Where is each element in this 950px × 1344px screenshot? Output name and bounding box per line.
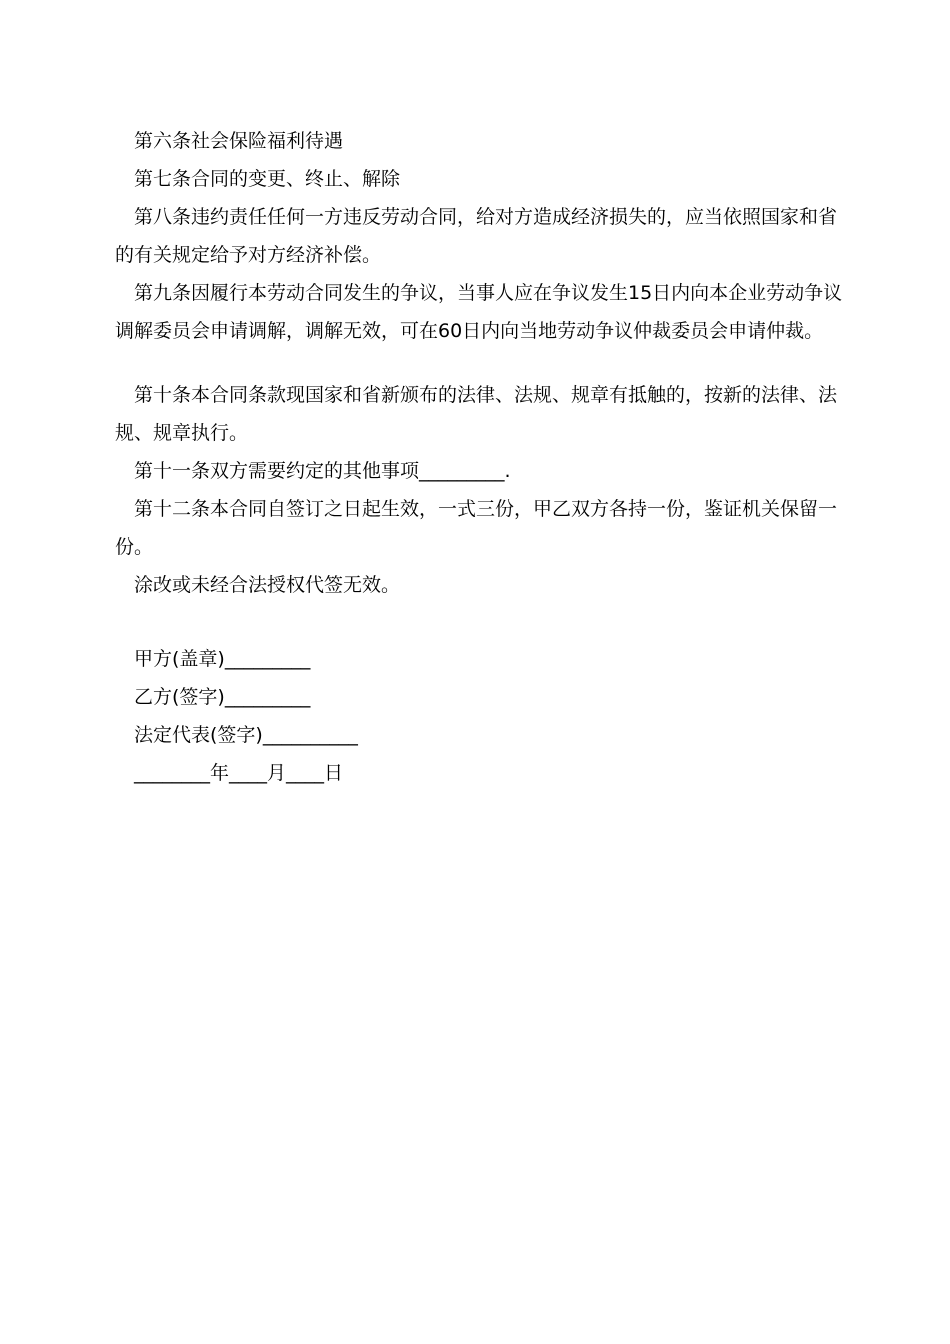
document-body: [115, 122, 845, 792]
article-8: 第八条违约责任任何一方违反劳动合同，给对方造成经济损失的，应当依照国家和省的有关规定给予对方经济补偿。: [115, 206, 838, 266]
article-7: 第七条合同的变更、终止、解除: [134, 168, 401, 190]
alteration-note: 涂改或未经合法授权代签无效。: [134, 574, 401, 596]
legal-representative-signature-line: 法定代表(签字)__________: [134, 724, 358, 746]
article-9: 第九条因履行本劳动合同发生的争议，当事人应在争议发生15日内向本企业劳动争议调解委员会申请调解，调解无效，可在60日内向当地劳动争议仲裁委员会申请仲裁。: [115, 282, 843, 342]
spacer: [115, 350, 845, 376]
spacer: [115, 604, 845, 640]
party-b-signature-line: 乙方(签字)_________: [134, 686, 311, 708]
party-a-seal-line: 甲方(盖章)_________: [134, 648, 311, 670]
article-12: 第十二条本合同自签订之日起生效，一式三份，甲乙双方各持一份，鉴证机关保留一份。: [115, 498, 838, 558]
article-10: 第十条本合同条款现国家和省新颁布的法律、法规、规章有抵触的，按新的法律、法规、规章执行。: [115, 384, 838, 444]
article-6: 第六条社会保险福利待遇: [134, 130, 344, 152]
date-line: ________年____月____日: [134, 762, 344, 784]
article-11: 第十一条双方需要约定的其他事项_________.: [134, 460, 511, 482]
